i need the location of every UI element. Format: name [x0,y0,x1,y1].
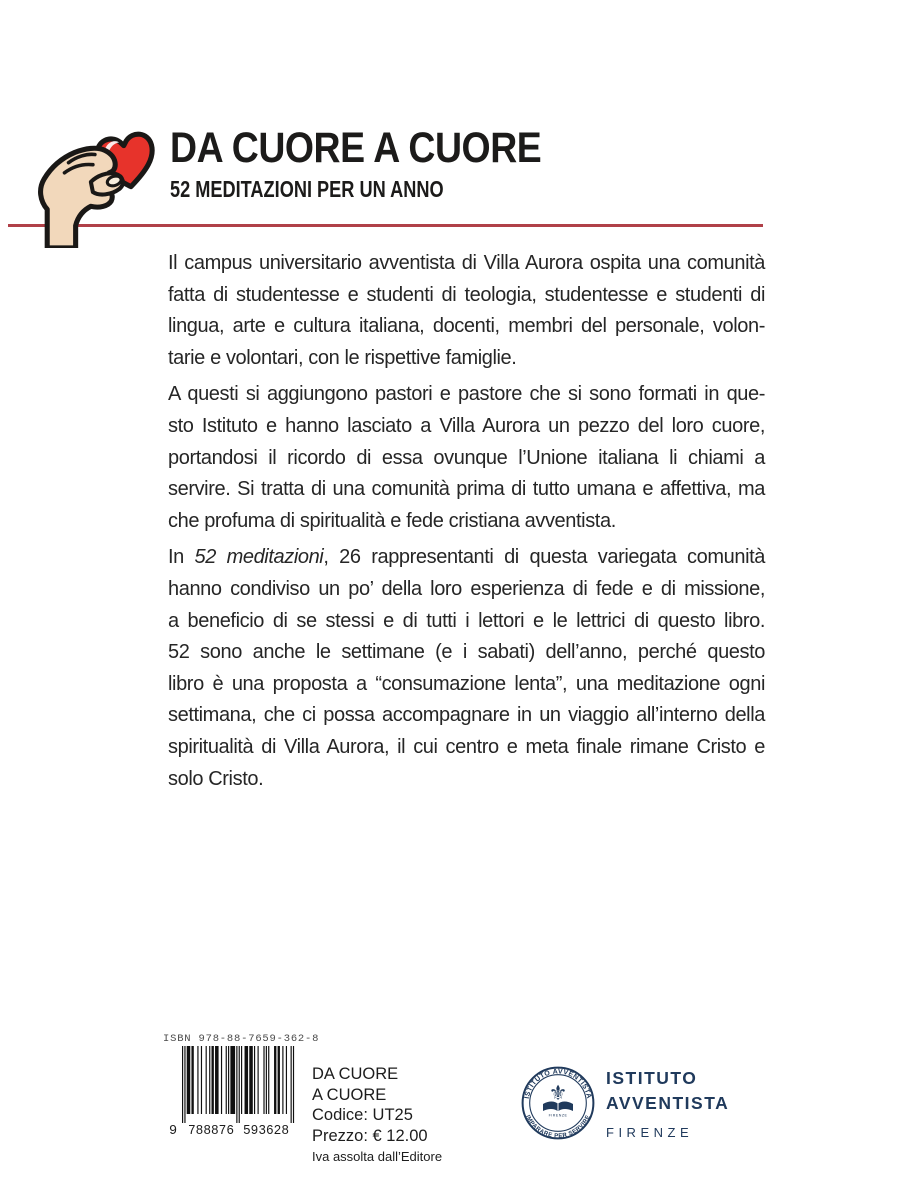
info-price: Prezzo: € 12.00 [312,1126,428,1145]
body-text [168,248,765,800]
ean-bars [182,1046,294,1123]
seal-bottom-text: IMPARARE PER SERVIRE [524,1114,592,1140]
paragraph [168,379,765,537]
fleur-de-lis-icon: ⚜ [548,1082,568,1105]
seal-city-text: FIRENZE [548,1113,568,1118]
text-line: che profuma di spiritualità e fede cristiana avventista. [168,509,616,532]
text-line: a beneficio di se stessi e di tutti i lettori e le lettrici di questo libro. [168,609,765,632]
page-title: DA CUORE A CUORE [170,124,542,172]
ean-right-group: 593628 [243,1124,289,1138]
hand-holding-heart-icon [33,124,167,248]
info-title-line2: A CUORE [312,1085,387,1104]
text-line: Il campus universitario avventista di Villa Aurora ospita una comunità [168,252,765,274]
publisher-wordmark [606,1066,729,1145]
ean13-barcode [168,1046,310,1138]
info-vat-note: Iva assolta dall’Editore [312,1149,443,1164]
info-title-line1: DA CUORE [312,1065,399,1083]
text-line: fatta di studentesse e studenti di teologia, studentesse e studenti di [168,283,765,306]
text-line: hanno condiviso un po’ della loro esperienza di fede e di missione, [168,577,765,600]
text-line: settimana, che ci possa accompagnare in un viaggio all’interno della [168,704,765,727]
book-info [312,1064,442,1164]
publisher-name-line2: AVVENTISTA [606,1093,730,1113]
paragraph [168,542,765,795]
hand-icon [41,148,123,248]
ean-lead-digit: 9 [169,1124,178,1138]
ean-left-group: 788876 [188,1124,234,1138]
text-line: tarie e volontari, con le rispettive famiglie. [168,346,517,369]
text-line: sto Istituto e hanno lasciato a Villa Aurora un pezzo del loro cuore, [168,414,765,437]
page-subtitle: 52 MEDITAZIONI PER UN ANNO [170,176,444,202]
text-line: portandosi il ricordo di essa ovunque l’Unione italiana li chiami a [168,446,765,469]
publisher-city: FIRENZE [606,1125,694,1140]
paragraph [168,248,765,374]
info-code: Codice: UT25 [312,1106,413,1124]
publisher-seal-icon [521,1066,595,1140]
text-line: lingua, arte e cultura italiana, docenti, membri del personale, volon- [168,315,765,338]
text-line: solo Cristo. [168,767,264,790]
text-line: spiritualità di Villa Aurora, il cui centro e meta finale rimane Cristo e [168,735,765,758]
seal-top-text: ISTITUTO AVVENTISTA [523,1068,593,1100]
text-line: libro è una proposta a “consumazione lenta”, una meditazione ogni [168,672,765,695]
text-line: 52 sono anche le settimane (e i sabati) dell’anno, perché questo [168,641,765,664]
text-line: A questi si aggiungono pastori e pastore che si sono formati in que- [168,383,765,406]
publisher-name-line1: ISTITUTO [606,1068,698,1088]
text-line: servire. Si tratta di una comunità prima di tutto umana e affettiva, ma [168,478,765,501]
text-line: In 52 meditazioni, 26 rappresentanti di questa variegata comunità [168,546,765,569]
isbn-label: ISBN 978-88-7659-362-8 [163,1033,320,1045]
